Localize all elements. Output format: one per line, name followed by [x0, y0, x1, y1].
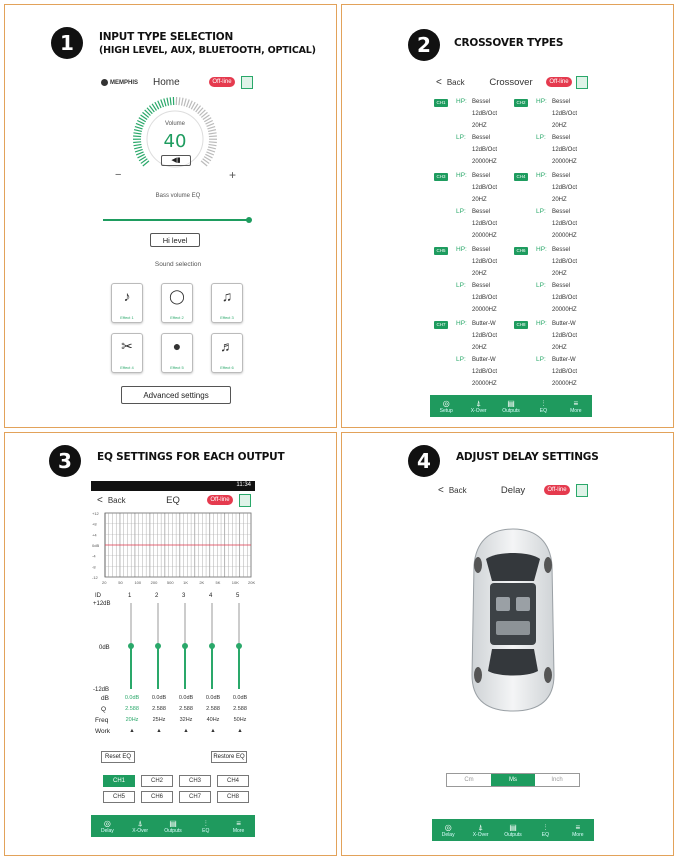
- band-db-value[interactable]: 0.0dB: [178, 695, 194, 701]
- dial-tick: [136, 152, 143, 155]
- tab-item[interactable]: [430, 395, 462, 417]
- tab-item[interactable]: [91, 815, 124, 837]
- status-bar: [91, 481, 255, 491]
- page-title: Delay: [500, 485, 526, 496]
- dial-tick: [206, 152, 213, 155]
- dial-tick: [207, 127, 215, 129]
- lp-value[interactable]: 12dB/Oct: [552, 369, 578, 375]
- lp-value[interactable]: 20000HZ: [472, 381, 497, 387]
- dial-tick: [158, 101, 161, 108]
- tab-label: Delay: [441, 831, 455, 838]
- eq-band-knob[interactable]: [182, 643, 188, 649]
- page-title: Crossover: [489, 77, 533, 88]
- hp-value[interactable]: 12dB/Oct: [472, 333, 498, 339]
- channel-button[interactable]: CH1: [103, 775, 135, 787]
- offline-badge[interactable]: Off-line: [207, 495, 233, 505]
- dial-tick: [164, 99, 166, 107]
- panel-input-type: [4, 4, 337, 428]
- band-work-value[interactable]: ▲: [210, 728, 216, 734]
- bottom-tab-bar: [432, 819, 594, 841]
- status-time: 11:34: [236, 482, 251, 488]
- y-tick-label: +12: [92, 511, 99, 516]
- band-q-value[interactable]: 2.588: [206, 706, 220, 712]
- effect-button[interactable]: [161, 333, 193, 373]
- tab-eq-icon: ⫶: [544, 822, 547, 832]
- x-tick-label: 20K: [248, 580, 255, 585]
- channel-button[interactable]: CH6: [514, 247, 528, 255]
- hp-value[interactable]: 20HZ: [552, 123, 567, 129]
- dial-tick: [209, 142, 217, 143]
- tab-item[interactable]: [222, 815, 255, 837]
- channel-button[interactable]: CH2: [141, 775, 173, 787]
- band-freq-value[interactable]: 50Hz: [233, 717, 247, 723]
- hp-value[interactable]: 12dB/Oct: [552, 111, 578, 117]
- x-tick-label: 5K: [215, 580, 221, 585]
- band-number: 5: [236, 593, 240, 599]
- dial-tick: [134, 130, 142, 132]
- tab-label: Outputs: [502, 407, 520, 414]
- bottom-tab-bar: [91, 815, 255, 837]
- lp-value[interactable]: 20000HZ: [552, 307, 577, 313]
- eq-band-knob[interactable]: [209, 643, 215, 649]
- dial-tick: [133, 133, 141, 134]
- lp-label: LP:: [536, 208, 546, 215]
- tab-label: More: [232, 827, 245, 834]
- hp-value[interactable]: 12dB/Oct: [472, 111, 498, 117]
- hp-value[interactable]: Bessel: [472, 99, 491, 105]
- effect-label: Effect 6: [220, 365, 234, 370]
- phone-delay-screen: [432, 481, 594, 841]
- hp-value[interactable]: 12dB/Oct: [552, 259, 578, 265]
- channel-button[interactable]: CH3: [179, 775, 211, 787]
- channel-button[interactable]: CH2: [514, 99, 528, 107]
- dial-tick: [134, 144, 142, 145]
- eq-band-fill: [184, 646, 186, 689]
- tab-label: X-Over: [470, 407, 487, 414]
- y-tick-label: +4: [92, 532, 97, 538]
- panel-title-text: INPUT TYPE SELECTION: [99, 31, 234, 43]
- lp-value[interactable]: 12dB/Oct: [472, 369, 498, 375]
- hp-value[interactable]: 20HZ: [552, 197, 567, 203]
- row-label-freq: Freq: [95, 717, 109, 724]
- y-tick-label: -12: [92, 575, 98, 580]
- band-freq-value[interactable]: 32Hz: [179, 717, 193, 723]
- tab-item[interactable]: [562, 819, 594, 841]
- lp-value[interactable]: Bessel: [472, 135, 491, 141]
- step-number-badge: 3: [49, 445, 81, 477]
- dial-tick: [161, 99, 164, 107]
- panel-delay: [341, 432, 674, 856]
- lp-value[interactable]: Butter-W: [472, 357, 496, 363]
- tab-outputs-icon: ▤: [509, 822, 517, 832]
- effect-label: Effect 4: [120, 365, 134, 370]
- dial-tick: [209, 144, 217, 145]
- x-tick-label: 500: [166, 580, 174, 585]
- lp-value[interactable]: Butter-W: [552, 357, 576, 363]
- tab-setup-icon: ◎: [103, 818, 111, 828]
- tab-label: More: [570, 407, 582, 414]
- lp-value[interactable]: 12dB/Oct: [472, 147, 498, 153]
- input-type-button[interactable]: Hi level: [150, 233, 200, 247]
- eq-header: [91, 491, 255, 509]
- lp-value[interactable]: Bessel: [472, 283, 491, 289]
- hp-value[interactable]: Bessel: [552, 247, 571, 253]
- effect-button[interactable]: [161, 283, 193, 323]
- hp-value[interactable]: 12dB/Oct: [552, 333, 578, 339]
- tab-label: Delay: [101, 827, 114, 834]
- car-top-view-image: [468, 525, 558, 715]
- step-number-badge: 4: [408, 445, 440, 477]
- slider-min-label: -12dB: [93, 687, 110, 693]
- device-icon[interactable]: [576, 484, 588, 497]
- hp-label: HP:: [456, 246, 467, 253]
- hp-value[interactable]: Butter-W: [552, 321, 576, 327]
- hp-value[interactable]: 20HZ: [472, 123, 487, 129]
- back-label: Back: [446, 78, 465, 87]
- hp-value[interactable]: 20HZ: [472, 197, 487, 203]
- eq-band-knob[interactable]: [155, 643, 161, 649]
- panel-title: EQ SETTINGS FOR EACH OUTPUT: [97, 451, 285, 463]
- tab-item[interactable]: [529, 819, 561, 841]
- offline-badge[interactable]: Off-line: [544, 485, 570, 495]
- band-db-value[interactable]: 0.0dB: [232, 695, 248, 701]
- score-icon: ♬: [220, 338, 234, 354]
- tab-xover-icon: ⍋: [137, 818, 143, 828]
- x-tick-label: 20: [102, 580, 107, 585]
- hp-value[interactable]: 12dB/Oct: [552, 185, 578, 191]
- tab-outputs-icon: ▤: [507, 398, 515, 408]
- tab-eq-icon: ⫶: [542, 398, 545, 408]
- eq-band-fill: [238, 646, 240, 689]
- band-number: 1: [128, 593, 132, 599]
- lp-label: LP:: [456, 282, 466, 289]
- row-label-q: Q: [101, 706, 107, 713]
- panel-title: [99, 31, 316, 57]
- dial-tick: [135, 127, 143, 129]
- tab-item[interactable]: [157, 815, 190, 837]
- delay-unit-selector: [446, 773, 580, 787]
- eq-band-knob[interactable]: [236, 643, 242, 649]
- back-label: Back: [448, 486, 467, 495]
- x-tick-label: 1K: [183, 580, 189, 585]
- hp-value[interactable]: 20HZ: [472, 271, 487, 277]
- reset-eq-button[interactable]: Reset EQ: [101, 751, 135, 763]
- volume-label: Volume: [164, 121, 185, 127]
- bass-label: Bass volume EQ: [155, 193, 201, 199]
- record-icon: ●: [172, 338, 182, 354]
- tab-more-icon: ≡: [236, 818, 241, 828]
- device-icon[interactable]: [239, 494, 251, 507]
- tab-eq-icon: ⫶: [204, 818, 207, 828]
- device-icon[interactable]: [241, 76, 253, 89]
- volume-up-button[interactable]: +: [229, 168, 237, 182]
- dial-tick: [208, 130, 216, 132]
- band-number: 3: [182, 593, 186, 599]
- music-notes-icon: ♫: [221, 288, 233, 304]
- panel-crossover: [341, 4, 674, 428]
- effect-button[interactable]: [211, 283, 243, 323]
- restore-eq-button[interactable]: Restore EQ: [211, 751, 247, 763]
- tab-outputs-icon: ▤: [169, 818, 177, 828]
- band-freq-value[interactable]: 20Hz: [125, 717, 139, 723]
- tab-item[interactable]: [464, 819, 496, 841]
- tab-label: X-Over: [132, 827, 149, 834]
- lp-value[interactable]: Bessel: [472, 209, 491, 215]
- lp-value[interactable]: 20000HZ: [472, 233, 497, 239]
- channel-button[interactable]: CH4: [514, 173, 528, 181]
- band-db-value[interactable]: 0.0dB: [151, 695, 167, 701]
- tab-label: More: [572, 831, 584, 838]
- bass-slider-knob[interactable]: [246, 217, 252, 223]
- effect-label: Effect 3: [220, 315, 234, 320]
- chevron-left-icon: <: [97, 495, 103, 506]
- back-label: Back: [107, 496, 126, 505]
- bottom-tab-bar: [430, 395, 592, 417]
- hp-value[interactable]: 12dB/Oct: [472, 259, 498, 265]
- lp-label: LP:: [536, 282, 546, 289]
- slider-max-label: +12dB: [93, 601, 111, 607]
- lp-value[interactable]: 12dB/Oct: [552, 295, 578, 301]
- headphones-icon: ◯: [169, 288, 185, 304]
- lp-label: LP:: [536, 134, 546, 141]
- y-tick-label: -8: [92, 564, 96, 570]
- sound-selection-label: Sound selection: [154, 261, 202, 268]
- panel-eq: [4, 432, 337, 856]
- phone-crossover-screen: [430, 73, 592, 417]
- hp-value[interactable]: Bessel: [472, 173, 491, 179]
- tab-more-icon: ≡: [575, 822, 581, 832]
- eq-band-fill: [211, 646, 213, 689]
- unit-option[interactable]: Cm: [464, 777, 474, 783]
- tab-label: EQ: [202, 827, 210, 834]
- hp-value[interactable]: 20HZ: [552, 345, 567, 351]
- page-title: EQ: [166, 495, 180, 506]
- chevron-left-icon: <: [438, 485, 444, 496]
- band-work-value[interactable]: ▲: [156, 728, 162, 734]
- lp-label: LP:: [456, 208, 466, 215]
- eq-response-graph: [91, 511, 255, 587]
- effect-label: Effect 1: [120, 315, 134, 320]
- tab-item[interactable]: [527, 395, 559, 417]
- tab-item[interactable]: [124, 815, 157, 837]
- bass-slider-fill: [103, 219, 249, 221]
- brand-text: MEMPHIS: [110, 80, 139, 87]
- dial-tick: [170, 97, 171, 105]
- y-tick-label: -4: [92, 553, 96, 559]
- lp-value[interactable]: 20000HZ: [552, 159, 577, 165]
- panel-title: ADJUST DELAY SETTINGS: [456, 451, 599, 463]
- guitar-icon: ✂: [121, 338, 133, 354]
- band-q-value[interactable]: 2.588: [125, 706, 139, 712]
- lp-value[interactable]: 20000HZ: [472, 159, 497, 165]
- x-tick-label: 200: [150, 580, 158, 585]
- dial-tick: [207, 149, 215, 151]
- hp-value[interactable]: 20HZ: [552, 271, 567, 277]
- channel-button[interactable]: CH8: [217, 791, 249, 803]
- band-q-value[interactable]: 2.588: [233, 706, 247, 712]
- band-freq-value[interactable]: 40Hz: [206, 717, 220, 723]
- panel-subtitle: (HIGH LEVEL, AUX, BLUETOOTH, OPTICAL): [99, 45, 316, 56]
- hp-label: HP:: [536, 320, 547, 327]
- dial-tick: [184, 99, 186, 107]
- x-tick-label: 10K: [231, 580, 239, 585]
- offline-badge[interactable]: Off-line: [209, 77, 235, 87]
- tab-item[interactable]: [462, 395, 494, 417]
- lp-value[interactable]: Bessel: [552, 209, 571, 215]
- dial-tick: [209, 136, 217, 137]
- dial-tick: [181, 98, 183, 106]
- music-note-icon: ♪: [123, 288, 131, 304]
- band-q-value[interactable]: 2.588: [179, 706, 193, 712]
- hp-label: HP:: [536, 172, 547, 179]
- tab-label: Outputs: [164, 827, 182, 834]
- hp-value[interactable]: Bessel: [552, 99, 571, 105]
- dial-tick: [209, 133, 217, 134]
- phone-home-screen: [97, 73, 259, 413]
- lp-value[interactable]: Bessel: [552, 135, 571, 141]
- tab-label: Outputs: [504, 831, 522, 838]
- band-work-value[interactable]: ▲: [183, 728, 189, 734]
- tab-item[interactable]: [497, 819, 529, 841]
- band-number: 2: [155, 593, 159, 599]
- dial-tick: [167, 98, 169, 106]
- row-label-work: Work: [95, 728, 111, 735]
- band-number: 4: [209, 593, 213, 599]
- bass-slider[interactable]: [103, 219, 249, 221]
- tab-setup-icon: ◎: [442, 398, 450, 408]
- tab-xover-icon: ⍋: [478, 822, 484, 832]
- dial-tick: [136, 123, 143, 126]
- hp-value[interactable]: 20HZ: [472, 345, 487, 351]
- hp-label: HP:: [456, 172, 467, 179]
- hp-value[interactable]: Butter-W: [472, 321, 496, 327]
- tab-label: Setup: [439, 407, 453, 414]
- lp-value[interactable]: 20000HZ: [552, 233, 577, 239]
- lp-value[interactable]: 12dB/Oct: [552, 221, 578, 227]
- x-tick-label: 2K: [199, 580, 205, 585]
- band-id-label: ID: [95, 593, 101, 599]
- phone-eq-screen: [91, 481, 255, 841]
- band-db-value[interactable]: 0.0dB: [205, 695, 221, 701]
- dial-tick: [207, 123, 214, 126]
- channel-button[interactable]: CH8: [514, 321, 528, 329]
- channel-button[interactable]: CH5: [103, 791, 135, 803]
- mute-button[interactable]: [161, 155, 191, 166]
- row-label-db: dB: [101, 695, 109, 702]
- unit-option[interactable]: Inch: [551, 777, 563, 783]
- lp-label: LP:: [536, 356, 546, 363]
- hp-value[interactable]: 12dB/Oct: [472, 185, 498, 191]
- lp-label: LP:: [456, 134, 466, 141]
- advanced-settings-button[interactable]: Advanced settings: [121, 386, 231, 404]
- tab-item[interactable]: [432, 819, 464, 841]
- lp-value[interactable]: 12dB/Oct: [552, 147, 578, 153]
- dial-tick: [133, 142, 141, 143]
- x-tick-label: 50: [118, 580, 123, 585]
- dial-tick: [208, 147, 216, 149]
- y-tick-label: 0dB: [92, 543, 100, 548]
- eq-band-fill: [130, 646, 132, 689]
- channel-button[interactable]: CH5: [434, 247, 448, 255]
- panel-title: CROSSOVER TYPES: [454, 37, 564, 49]
- step-number-badge: 2: [408, 29, 440, 61]
- tab-more-icon: ≡: [573, 398, 579, 408]
- dial-tick: [189, 101, 192, 108]
- device-icon[interactable]: [576, 76, 588, 89]
- band-work-value[interactable]: ▲: [237, 728, 243, 734]
- volume-down-button[interactable]: −: [115, 169, 122, 181]
- lp-value[interactable]: 20000HZ: [552, 381, 577, 387]
- band-q-value[interactable]: 2.588: [152, 706, 166, 712]
- tab-xover-icon: ⍋: [476, 398, 482, 408]
- channel-button[interactable]: CH4: [217, 775, 249, 787]
- hp-value[interactable]: Bessel: [552, 173, 571, 179]
- effect-label: Effect 2: [170, 315, 184, 320]
- offline-badge[interactable]: Off-line: [546, 77, 572, 87]
- chevron-left-icon: <: [436, 77, 442, 88]
- eq-band-fill: [157, 646, 159, 689]
- hp-label: HP:: [456, 98, 467, 105]
- lp-value[interactable]: Bessel: [552, 283, 571, 289]
- channel-button[interactable]: CH1: [434, 99, 448, 107]
- page-title: Home: [153, 77, 180, 88]
- lp-value[interactable]: 20000HZ: [472, 307, 497, 313]
- x-tick-label: 100: [134, 580, 142, 585]
- dial-tick: [179, 97, 180, 105]
- eq-band-knob[interactable]: [128, 643, 134, 649]
- tab-label: X-Over: [472, 831, 489, 838]
- band-db-value[interactable]: 0.0dB: [124, 695, 140, 701]
- channel-button[interactable]: CH3: [434, 173, 448, 181]
- lp-value[interactable]: 12dB/Oct: [472, 221, 498, 227]
- dial-tick: [135, 149, 143, 151]
- tab-label: EQ: [539, 407, 548, 414]
- tab-item[interactable]: [560, 395, 592, 417]
- lp-value[interactable]: 12dB/Oct: [472, 295, 498, 301]
- volume-value: 40: [163, 131, 187, 152]
- tab-item[interactable]: [495, 395, 527, 417]
- hp-label: HP:: [456, 320, 467, 327]
- slider-mid-label: 0dB: [99, 645, 110, 651]
- unit-option[interactable]: Ms: [491, 774, 535, 786]
- band-work-value[interactable]: ▲: [129, 728, 135, 734]
- dial-tick: [187, 99, 190, 107]
- hp-value[interactable]: Bessel: [472, 247, 491, 253]
- channel-button[interactable]: CH6: [141, 791, 173, 803]
- dial-tick: [134, 147, 142, 149]
- hp-label: HP:: [536, 98, 547, 105]
- effect-label: Effect 5: [170, 365, 184, 370]
- effect-button[interactable]: [111, 283, 143, 323]
- hp-label: HP:: [536, 246, 547, 253]
- tab-setup-icon: ◎: [444, 822, 452, 832]
- channel-button[interactable]: CH7: [434, 321, 448, 329]
- lp-label: LP:: [456, 356, 466, 363]
- step-number-badge: 1: [51, 27, 83, 59]
- band-freq-value[interactable]: 25Hz: [152, 717, 166, 723]
- tab-item[interactable]: [189, 815, 222, 837]
- speaker-icon: ◀▮: [171, 157, 181, 164]
- effect-button[interactable]: [111, 333, 143, 373]
- effect-button[interactable]: [211, 333, 243, 373]
- dial-tick: [133, 136, 141, 137]
- y-tick-label: +8: [92, 521, 97, 527]
- brand-logo: [101, 79, 138, 86]
- tab-label: EQ: [541, 831, 550, 838]
- channel-button[interactable]: CH7: [179, 791, 211, 803]
